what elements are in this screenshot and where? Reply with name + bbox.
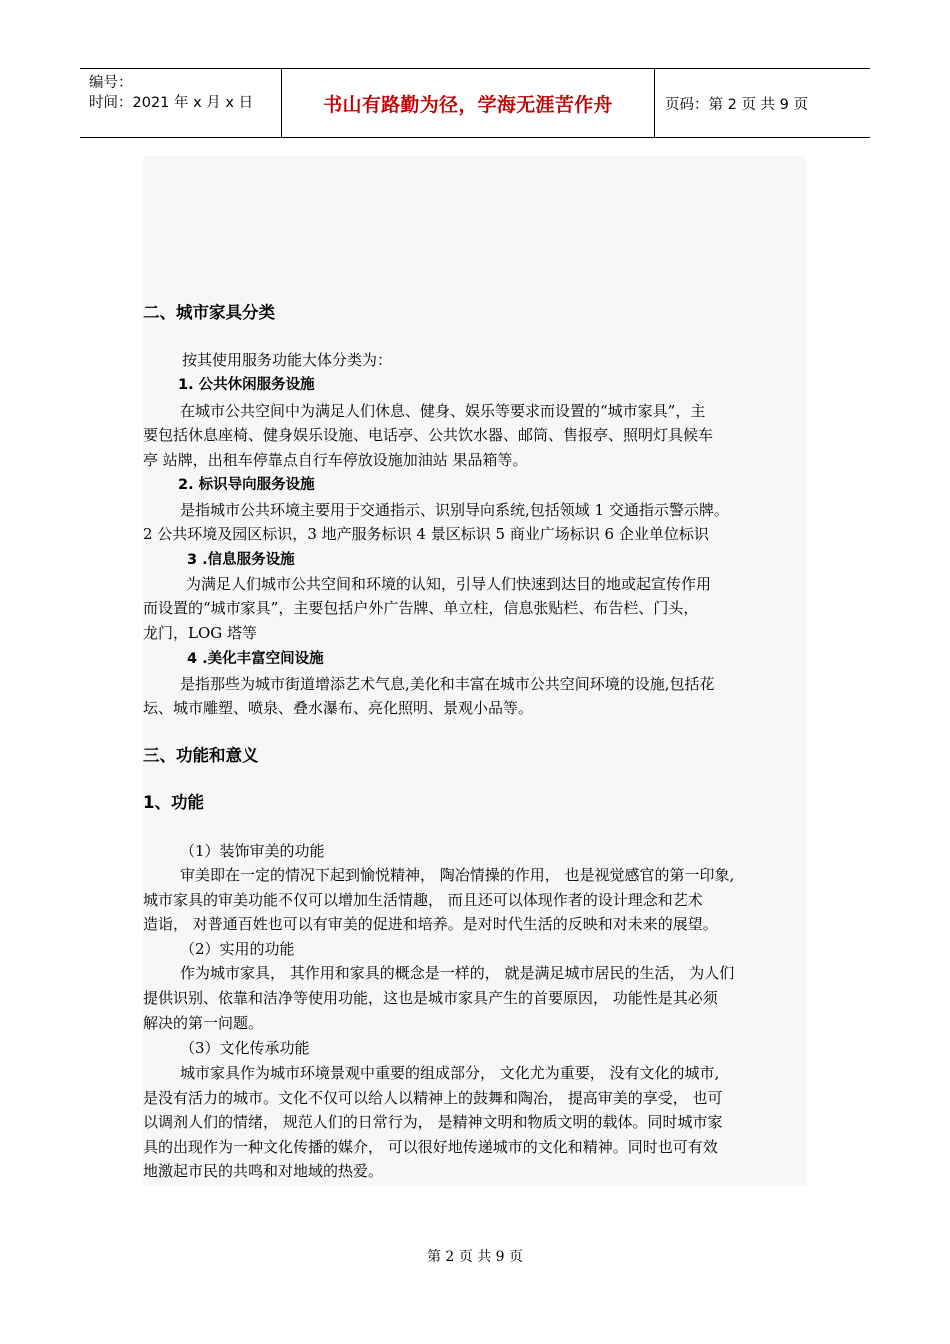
item3-line: 龙门，LOG 塔等	[143, 624, 258, 642]
item1-line: 亭 站牌，出租车停靠点自行车停放设施加油站 果品箱等。	[143, 451, 528, 469]
header-meta	[80, 69, 282, 137]
item2-line: 是指城市公共环境主要用于交通指示、识别导向系统,包括领域 1 交通指示警示牌。	[180, 501, 729, 519]
header-page-info: 页码：第 2 页 共 9 页	[665, 96, 808, 113]
func2-line: 解决的第一问题。	[143, 1014, 264, 1032]
section2-intro: 按其使用服务功能大体分类为：	[182, 351, 393, 369]
item3-title: 3 .信息服务设施	[187, 552, 295, 568]
date-line: 时间：2021 年 x 月 x 日	[89, 95, 254, 111]
number-label: 编号：	[89, 75, 133, 91]
item3-line: 为满足人们城市公共空间和环境的认知，引导人们快速到达目的地或起宣传作用	[186, 575, 712, 593]
page-header	[80, 68, 870, 138]
func1-title: （1）装饰审美的功能	[180, 842, 325, 860]
header-motto	[282, 69, 655, 137]
func2-line: 提供识别、依靠和洁净等使用功能，这也是城市家具产生的首要原因， 功能性是其必须	[143, 989, 718, 1007]
item1-title: 1. 公共休闲服务设施	[178, 377, 315, 393]
func3-line: 城市家具作为城市环境景观中重要的组成部分， 文化尤为重要， 没有文化的城市,	[180, 1064, 720, 1082]
func3-line: 以调剂人们的情绪， 规范人们的日常行为， 是精神文明和物质文明的载体。同时城市家	[143, 1113, 723, 1131]
func3-title: （3）文化传承功能	[180, 1039, 310, 1057]
func1-line: 审美即在一定的情况下起到愉悦精神， 陶冶情操的作用， 也是视觉感官的第一印象,	[180, 866, 735, 884]
item4-title: 4 .美化丰富空间设施	[187, 651, 324, 667]
item1-line: 在城市公共空间中为满足人们休息、健身、娱乐等要求而设置的“城市家具”，主	[180, 402, 706, 420]
func3-line: 是没有活力的城市。文化不仅可以给人以精神上的鼓舞和陶冶， 提高审美的享受， 也可	[143, 1089, 723, 1107]
item3-line: 而设置的“城市家具”，主要包括户外广告牌、单立柱，信息张贴栏、布告栏、门头，	[143, 599, 699, 617]
section3-subheading: 1、功能	[143, 793, 204, 812]
func3-line: 地激起市民的共鸣和对地域的热爱。	[143, 1162, 384, 1180]
func2-line: 作为城市家具， 其作用和家具的概念是一样的， 就是满足城市居民的生活， 为人们	[180, 964, 735, 982]
section3-heading: 三、功能和意义	[143, 746, 259, 765]
func2-title: （2）实用的功能	[180, 940, 295, 958]
item2-title: 2. 标识导向服务设施	[178, 477, 315, 493]
section2-heading: 二、城市家具分类	[143, 303, 275, 322]
item4-line: 是指那些为城市街道增添艺术气息,美化和丰富在城市公共空间环境的设施,包括花	[180, 675, 715, 693]
item2-line: 2 公共环境及园区标识，3 地产服务标识 4 景区标识 5 商业广场标识 6 企业单位标识	[143, 525, 709, 543]
motto-text: 书山有路勤为径，学海无涯苦作舟	[323, 93, 613, 116]
func1-line: 造诣， 对普通百姓也可以有审美的促进和培养。是对时代生活的反映和对未来的展望。	[143, 915, 718, 933]
func1-line: 城市家具的审美功能不仅可以增加生活情趣， 而且还可以体现作者的设计理念和艺术	[143, 891, 703, 909]
item1-line: 要包括休息座椅、健身娱乐设施、电话亭、公共饮水器、邮筒、售报亭、照明灯具候车	[143, 426, 714, 444]
func3-line: 具的出现作为一种文化传播的媒介， 可以很好地传递城市的文化和精神。同时也可有效	[143, 1138, 718, 1156]
item4-line: 坛、城市雕塑、喷泉、叠水瀑布、亮化照明、景观小品等。	[143, 699, 534, 717]
page-footer: 第 2 页 共 9 页	[426, 1249, 524, 1265]
